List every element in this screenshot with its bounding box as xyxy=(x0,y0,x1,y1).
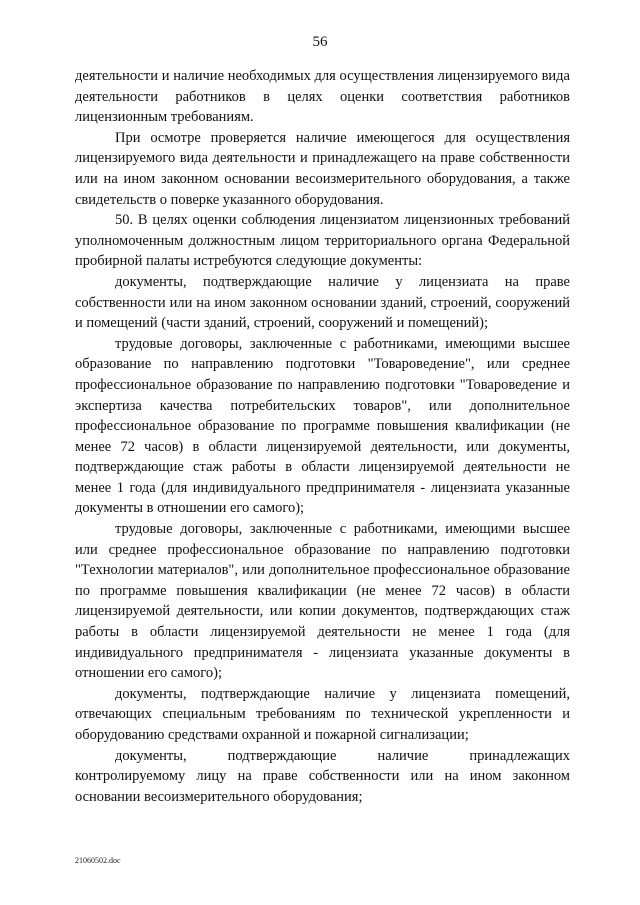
paragraph-inspection: При осмотре проверяется наличие имеющегося для осуществления лицензируемого вида деятельности и принадлежащего на праве собственности или на ином законном основании весоизмерительного оборудования, а также свидетельств о поверке указанного оборудования. xyxy=(75,129,570,208)
paragraph-clause-50: 50. В целях оценки соблюдения лицензиатом лицензионных требований уполномоченным должностным лицом территориального органа Федеральной пробирной палаты истребуются следующие документы: xyxy=(75,212,570,270)
paragraph-continuation: деятельности и наличие необходимых для осуществления лицензируемого вида деятельности работников в целях оценки соответствия работников лицензионным требованиям. xyxy=(75,68,570,126)
document-body xyxy=(75,66,570,807)
list-item-merchandising-contracts: трудовые договоры, заключенные с работниками, имеющими высшее образование по направлению подготовки "Товароведение", или среднее профессиональное образование по направлению подготовки "Товароведение и экспертиза качества потребительских товаров", или дополнительное профессиональное образование по программе повышения квалификации (не менее 72 часов) в области лицензируемой деятельности, или документы, подтверждающие стаж работы в области лицензируемой деятельности не менее 1 года (для индивидуального предпринимателя - лицензиата указанные документы в отношении его самого); xyxy=(75,335,570,517)
list-item-materials-technology-contracts: трудовые договоры, заключенные с работниками, имеющими высшее или среднее профессиональное образование по направлению подготовки "Технологии материалов", или дополнительное профессиональное образование по программе повышения квалификации (не менее 72 часов) в области лицензируемой деятельности, или копии документов, подтверждающих стаж работы в области лицензируемой деятельности не менее 1 года (для индивидуального предпринимателя - лицензиата указанные документы в отношении его самого); xyxy=(75,521,570,682)
list-item-weighing-equipment-documents: документы, подтверждающие наличие принадлежащих контролируемому лицу на праве собственности или на ином законном основании весоизмерительного оборудования; xyxy=(75,747,570,805)
document-file-code: 21060502.doc xyxy=(75,856,121,865)
list-item-premises-documents: документы, подтверждающие наличие у лицензиата на праве собственности или на ином законном основании зданий, строений, сооружений и помещений (части зданий, строений, сооружений и помещений); xyxy=(75,273,570,332)
page-number: 56 xyxy=(312,34,328,50)
list-item-security-premises-documents: документы, подтверждающие наличие у лицензиата помещений, отвечающих специальным требованиям по технической укрепленности и оборудованию средствами охранной и пожарной сигнализации; xyxy=(75,685,570,743)
